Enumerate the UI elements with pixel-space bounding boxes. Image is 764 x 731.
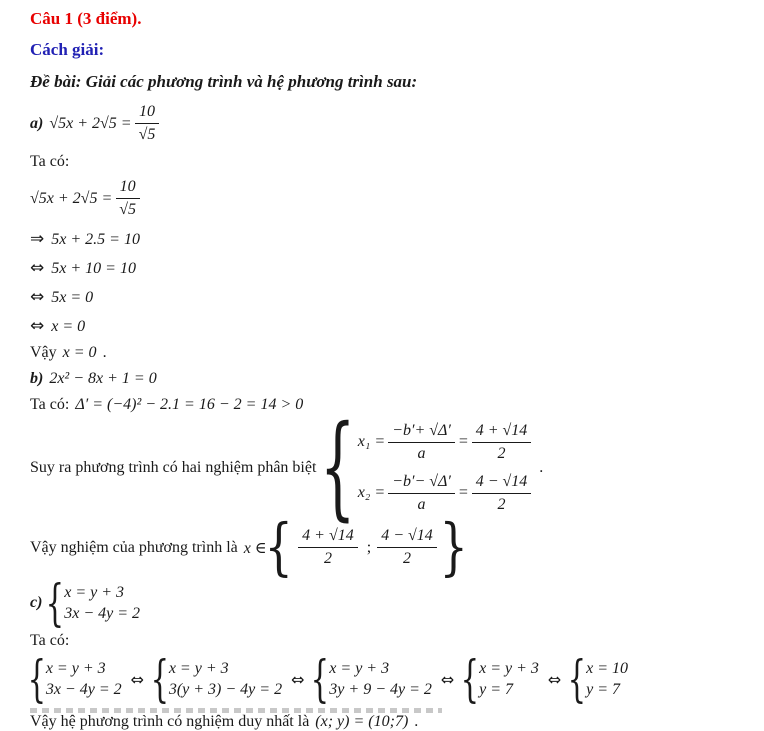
equals-sign: = xyxy=(457,484,469,502)
step-equation: 5x + 10 = 10 xyxy=(51,260,136,277)
fraction-denominator: √5 xyxy=(138,126,156,143)
step-equation: 5x + 2.5 = 10 xyxy=(51,231,140,248)
system-eq-bottom: 3y + 9 − 4y = 2 xyxy=(329,681,432,699)
left-brace: { xyxy=(567,650,587,709)
part-a-conclusion xyxy=(30,344,736,362)
part-a-equation-lhs: √5x + 2√5 = xyxy=(30,189,113,207)
iff-arrow-icon: ⇔ xyxy=(291,670,305,690)
root-1-lhs: x₁ = xyxy=(357,433,386,451)
system-eq-bottom: 3x − 4y = 2 xyxy=(64,604,141,622)
system-eq-bottom: 3(y + 3) − 4y = 2 xyxy=(168,681,283,699)
left-brace: { xyxy=(150,650,170,709)
fraction-denominator: a xyxy=(417,444,426,462)
x-in-set: x ∈ xyxy=(243,539,267,557)
iff-arrow-icon: ⇔ xyxy=(30,287,45,307)
right-set-brace: } xyxy=(439,510,468,584)
part-c-label: c) xyxy=(30,594,43,612)
period: . xyxy=(102,344,107,361)
equation-system xyxy=(320,402,534,532)
system-eq-top: x = y + 3 xyxy=(64,583,125,601)
part-a-equation-lhs: √5x + 2√5 = xyxy=(49,114,132,132)
part-b-conclusion xyxy=(30,510,736,584)
fraction xyxy=(472,472,532,515)
part-b-equation-line xyxy=(30,370,736,388)
step-line xyxy=(30,287,736,307)
part-c-system-line xyxy=(30,573,736,632)
iff-arrow-icon: ⇔ xyxy=(440,670,455,690)
separator: ; xyxy=(366,538,372,556)
system-eq-bottom: y = 7 xyxy=(586,681,621,699)
root-1-row xyxy=(358,421,535,464)
iff-arrow-icon: ⇔ xyxy=(30,258,45,278)
fraction-numerator: 4 + √14 xyxy=(298,526,358,548)
left-set-brace: { xyxy=(264,510,293,584)
conclusion-math: x = 0 xyxy=(62,344,97,361)
root-2-row xyxy=(358,472,535,515)
conclusion-math: (x; y) = (10;7) xyxy=(315,712,409,730)
implies-arrow-icon: ⇒ xyxy=(30,229,45,249)
fraction-numerator: −b′− √Δ′ xyxy=(388,472,455,494)
left-brace: { xyxy=(46,573,65,632)
equals-sign: = xyxy=(457,433,469,451)
iff-arrow-icon: ⇔ xyxy=(130,670,145,690)
method-heading: Cách giải: xyxy=(30,40,105,59)
fraction xyxy=(388,472,455,515)
suy-ra-text: Suy ra phương trình có hai nghiệm phân biệt xyxy=(30,458,317,476)
left-brace: { xyxy=(27,650,47,709)
ta-co-label: Ta có: xyxy=(30,632,70,650)
step-equation: 5x = 0 xyxy=(51,289,94,306)
part-b-delta-line xyxy=(30,396,736,414)
fraction xyxy=(135,102,160,145)
period: . xyxy=(539,458,544,476)
conclusion-text: Vậy xyxy=(30,344,57,361)
iff-arrow-icon: ⇔ xyxy=(30,316,45,336)
question-heading: Câu 1 (3 điểm). xyxy=(30,9,142,28)
fraction-numerator: −b′+ √Δ′ xyxy=(388,421,455,443)
step-line xyxy=(30,316,736,336)
system-eq-top: x = y + 3 xyxy=(479,660,539,678)
fraction-numerator: 4 − √14 xyxy=(377,526,437,548)
system-rows xyxy=(358,421,535,515)
system-eq-top: x = y + 3 xyxy=(329,660,390,678)
equation-system xyxy=(311,650,432,709)
step-equation: x = 0 xyxy=(51,318,86,335)
step-line xyxy=(30,258,736,278)
left-brace: { xyxy=(311,650,330,709)
system-eq-top: x = y + 3 xyxy=(168,660,229,678)
fraction-denominator: 2 xyxy=(323,550,332,568)
root-2-lhs: x₂ = xyxy=(357,484,386,502)
part-c-conclusion xyxy=(30,713,736,731)
system-eq-top: x = 10 xyxy=(586,660,629,678)
fraction xyxy=(472,421,532,464)
equation-system xyxy=(567,650,629,709)
fraction-numerator: 4 + √14 xyxy=(472,421,532,443)
iff-arrow-icon: ⇔ xyxy=(547,670,562,690)
part-b-equation: 2x² − 8x + 1 = 0 xyxy=(49,370,157,387)
fraction-denominator: 2 xyxy=(497,444,506,462)
fraction-numerator: 10 xyxy=(116,177,140,199)
fraction xyxy=(377,526,437,569)
equation-system xyxy=(46,573,141,632)
left-brace: { xyxy=(460,650,480,709)
system-eq-top: x = y + 3 xyxy=(45,660,106,678)
fraction-numerator: 10 xyxy=(135,102,159,124)
equation-system xyxy=(460,650,539,709)
fraction xyxy=(298,526,358,569)
period: . xyxy=(414,712,419,730)
problem-statement: Đề bài: Giải các phương trình và hệ phương trình sau: xyxy=(30,72,418,91)
step-line xyxy=(30,229,736,249)
equation-system xyxy=(150,650,283,709)
fraction-numerator: 4 − √14 xyxy=(472,472,532,494)
fraction-denominator: √5 xyxy=(119,201,137,218)
system-chain xyxy=(27,650,736,709)
fraction-denominator: 2 xyxy=(497,495,506,513)
part-a-label: a) xyxy=(30,114,44,132)
ta-co-label: Ta có: xyxy=(30,396,70,413)
part-a-equation-restate xyxy=(30,177,736,220)
system-eq-bottom: 3x − 4y = 2 xyxy=(45,681,122,699)
part-a-equation-line xyxy=(30,102,736,145)
ta-co-label: Ta có: xyxy=(30,153,70,170)
part-b-label: b) xyxy=(30,370,44,387)
delta-computation: Δ′ = (−4)² − 2.1 = 16 − 2 = 14 > 0 xyxy=(75,396,304,413)
system-eq-bottom: y = 7 xyxy=(479,681,514,699)
fraction-denominator: a xyxy=(417,495,426,513)
conclusion-text: Vậy hệ phương trình có nghiệm duy nhất là xyxy=(30,712,310,730)
cut-off-next-line xyxy=(30,708,442,713)
left-brace: { xyxy=(320,402,356,532)
conclusion-text: Vậy nghiệm của phương trình là xyxy=(30,538,238,556)
fraction xyxy=(388,421,455,464)
equation-system xyxy=(27,650,122,709)
fraction xyxy=(115,177,140,220)
fraction-denominator: 2 xyxy=(402,550,411,568)
